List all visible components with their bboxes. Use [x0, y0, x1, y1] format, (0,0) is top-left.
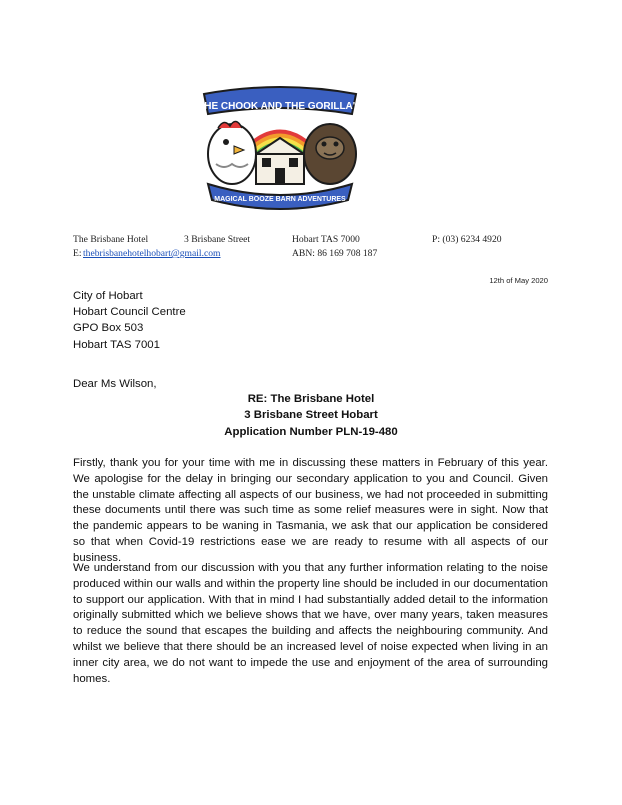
letter-date: 12th of May 2020 — [489, 276, 548, 285]
email-link[interactable]: thebrisbanehotelhobart@gmail.com — [83, 248, 221, 259]
recipient-line: Hobart TAS 7001 — [73, 338, 160, 351]
logo-tagline-text: MAGICAL BOOZE BARN ADVENTURES — [214, 196, 346, 203]
recipient-line: GPO Box 503 — [73, 322, 144, 335]
subject-block — [0, 391, 622, 440]
hotel-logo — [198, 84, 362, 216]
subject-line-3: Application Number PLN-19-480 — [224, 425, 398, 438]
body-paragraph-2: We understand from our discussion with you that any further information relating to the noise produced within our walls and within the property line should be included in our documentation to support our application. With that in mind I had substantially added detail to the information originally submitted which we believe shows that we have, over many years, taken measures to reduce the sound that escapes the building and affects the neighbouring community. And whilst we believe that there should be an increased level of noise expected when living in an inner city area, we do not want to impede the use and enjoyment of the area of surrounding homes. — [73, 562, 548, 685]
letterhead-row-2 — [73, 248, 573, 262]
hotel-street: 3 Brisbane Street — [184, 234, 251, 245]
recipient-line: City of Hobart — [73, 290, 143, 302]
hotel-phone: P: (03) 6234 4920 — [432, 234, 502, 245]
salutation: Dear Ms Wilson, — [73, 378, 157, 390]
email-label: E: — [73, 248, 82, 259]
body-paragraph-1: Firstly, thank you for your time with me in discussing these matters in February of this year. We apologise for the delay in bringing our secondary application to you and Council. Given the unstable climate affecting all aspects of our business, we had not proceeded in submitting these documents until there was such time as some relief measures were in sight. Now that the pandemic appears to be waning in Tasmania, we ask that our application be considered so that when Covid-19 restrictions ease we are ready to resume with all aspects of our business. — [73, 457, 548, 564]
logo-title-text: THE CHOOK AND THE GORILLA'S — [198, 101, 362, 112]
subject-line-2: 3 Brisbane Street Hobart — [244, 409, 378, 422]
recipient-address — [73, 288, 186, 353]
hotel-city: Hobart TAS 7000 — [292, 234, 360, 245]
hotel-abn: ABN: 86 169 708 187 — [292, 248, 378, 259]
logo-artwork — [198, 84, 362, 216]
letterhead-row-1 — [73, 234, 573, 248]
hotel-name: The Brisbane Hotel — [73, 234, 149, 245]
subject-line-1: RE: The Brisbane Hotel — [247, 393, 375, 405]
letterhead — [73, 234, 573, 262]
recipient-line: Hobart Council Centre — [73, 306, 186, 319]
logo-chicken — [208, 124, 256, 184]
